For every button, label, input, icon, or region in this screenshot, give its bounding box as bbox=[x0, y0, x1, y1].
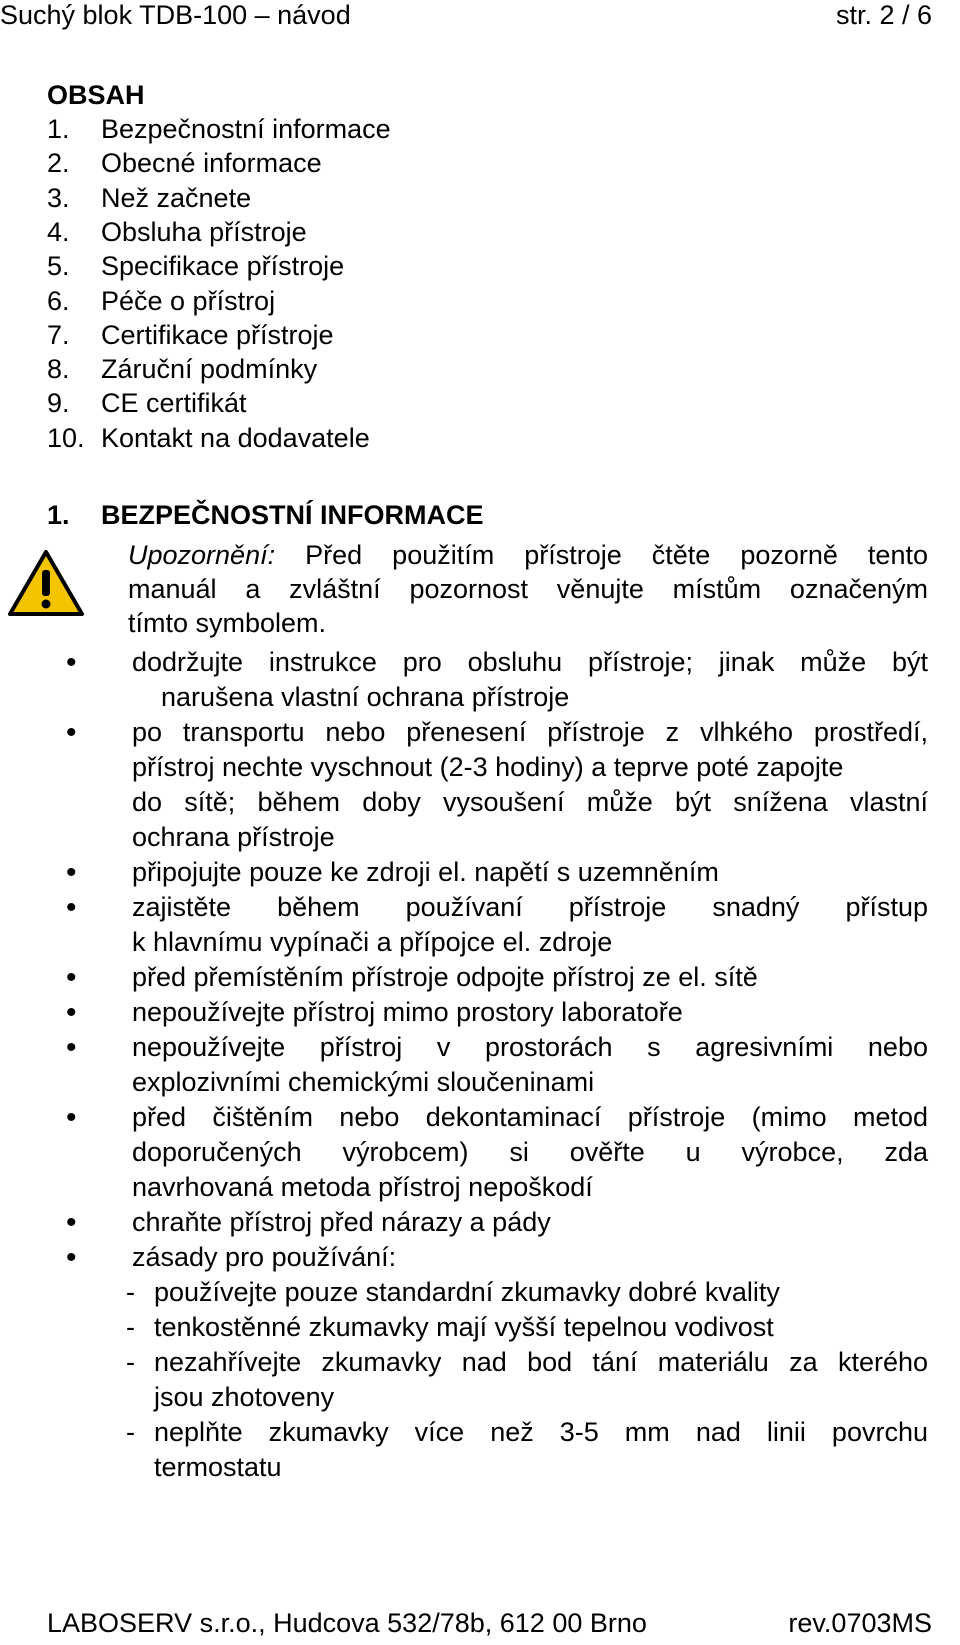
bullet-line: před přemístěním přístroje odpojte přístroj ze el. sítě bbox=[132, 962, 758, 992]
bullet-item bbox=[0, 960, 928, 995]
warning-text-1: Před použitím přístroje čtěte pozorně tento bbox=[305, 540, 928, 570]
toc-item-label: Záruční podmínky bbox=[101, 354, 318, 385]
warning-note bbox=[128, 538, 928, 640]
bullet-item bbox=[0, 1030, 928, 1100]
bullet-dot-icon: • bbox=[66, 646, 77, 679]
sub-item bbox=[0, 1275, 928, 1310]
bullet-item bbox=[0, 995, 928, 1030]
toc-item bbox=[47, 183, 251, 214]
toc-item-label: Obsluha přístroje bbox=[101, 216, 307, 247]
bullet-line: do sítě; během doby vysoušení může být snížena vlastní bbox=[132, 787, 928, 817]
toc-item-label: Péče o přístroj bbox=[101, 285, 276, 316]
toc-item-number: 7. bbox=[47, 319, 70, 350]
bullet-line: ochrana přístroje bbox=[132, 822, 335, 852]
bullet-dot-icon: • bbox=[66, 856, 77, 889]
warning-line-2: manuál a zvláštní pozornost věnujte místům označeným bbox=[128, 574, 928, 604]
bullet-item bbox=[0, 1100, 928, 1205]
toc-item bbox=[47, 148, 322, 179]
bullet-dot-icon: • bbox=[66, 1031, 77, 1064]
bullet-line: navrhovaná metoda přístroj nepoškodí bbox=[132, 1172, 593, 1202]
toc-item bbox=[47, 388, 247, 419]
toc-item bbox=[47, 354, 317, 385]
section-heading bbox=[47, 500, 484, 531]
bullet-dot-icon: • bbox=[66, 1101, 77, 1134]
sub-item bbox=[0, 1415, 928, 1485]
sub-item-dash: - bbox=[126, 1347, 135, 1377]
sub-item bbox=[0, 1345, 928, 1415]
toc-item bbox=[47, 320, 334, 351]
toc-item-number: 10. bbox=[47, 422, 85, 453]
toc-item-number: 4. bbox=[47, 216, 70, 247]
toc-item-number: 6. bbox=[47, 285, 70, 316]
footer-address: LABOSERV s.r.o., Hudcova 532/78b, 612 00 Brno bbox=[47, 1608, 647, 1638]
toc-item bbox=[47, 286, 275, 317]
toc-item-label: Obecné informace bbox=[101, 148, 322, 179]
bullet-line: dodržujte instrukce pro obsluhu přístroje; jinak může být bbox=[132, 647, 928, 677]
toc-item-number: 2. bbox=[47, 148, 70, 179]
bullet-line: připojujte pouze ke zdroji el. napětí s uzemněním bbox=[132, 857, 719, 887]
sub-item-line: jsou zhotoveny bbox=[154, 1382, 335, 1412]
section-title: BEZPEČNOSTNÍ INFORMACE bbox=[101, 500, 484, 530]
bullet-item bbox=[0, 645, 928, 715]
bullet-dot-icon: • bbox=[66, 996, 77, 1029]
bullet-line: k hlavnímu vypínači a přípojce el. zdroje bbox=[132, 927, 613, 957]
footer-revision: rev.0703MS bbox=[788, 1608, 932, 1638]
sub-item-dash: - bbox=[126, 1277, 135, 1307]
bullet-dot-icon: • bbox=[66, 961, 77, 994]
toc-item-number: 1. bbox=[47, 114, 70, 144]
warning-lead: Upozornění: bbox=[128, 540, 276, 570]
sub-item-line: tenkostěnné zkumavky mají vyšší tepelnou vodivost bbox=[154, 1312, 774, 1342]
toc-item-label: Bezpečnostní informace bbox=[101, 114, 391, 144]
sub-item bbox=[0, 1310, 928, 1345]
toc-item-label: Certifikace přístroje bbox=[101, 319, 334, 350]
bullet-item bbox=[0, 715, 928, 855]
header-page-number: str. 2 / 6 bbox=[835, 0, 932, 30]
bullet-item bbox=[0, 1205, 928, 1240]
bullet-item bbox=[0, 1240, 928, 1275]
bullet-line: explozivními chemickými sloučeninami bbox=[132, 1067, 595, 1097]
toc-item-label: Kontakt na dodavatele bbox=[101, 422, 370, 453]
bullet-item bbox=[0, 855, 928, 890]
bullet-line: chraňte přístroj před nárazy a pády bbox=[132, 1207, 551, 1237]
bullet-line: po transportu nebo přenesení přístroje z vlhkého prostředí, bbox=[132, 717, 928, 747]
toc-item-number: 5. bbox=[47, 251, 70, 282]
toc-item bbox=[47, 114, 391, 145]
bullet-line: nepoužívejte přístroj v prostorách s agresivními nebo bbox=[132, 1032, 928, 1062]
section-number: 1. bbox=[47, 500, 70, 530]
toc-item-number: 3. bbox=[47, 182, 70, 213]
bullet-line: před čištěním nebo dekontaminací přístroje (mimo metod bbox=[132, 1102, 928, 1132]
sub-item-line: nezahřívejte zkumavky nad bod tání materiálu za kterého bbox=[154, 1347, 928, 1377]
warning-triangle-icon bbox=[6, 548, 86, 618]
bullet-dot-icon: • bbox=[66, 716, 77, 749]
sub-item-dash: - bbox=[126, 1417, 135, 1447]
bullet-line: zajistěte během používaní přístroje snadný přístup bbox=[132, 892, 928, 922]
safety-bullet-list bbox=[0, 645, 960, 1485]
toc-item bbox=[47, 251, 344, 282]
toc-heading: OBSAH bbox=[47, 80, 145, 110]
bullet-dot-icon: • bbox=[66, 1241, 77, 1274]
bullet-line: narušena vlastní ochrana přístroje bbox=[161, 682, 570, 712]
bullet-dot-icon: • bbox=[66, 891, 77, 924]
bullet-dot-icon: • bbox=[66, 1206, 77, 1239]
sub-item-line: používejte pouze standardní zkumavky dobré kvality bbox=[154, 1277, 780, 1307]
toc-item bbox=[47, 423, 370, 454]
toc-item-label: Specifikace přístroje bbox=[101, 251, 345, 282]
warning-line-3: tímto symbolem. bbox=[128, 608, 327, 638]
bullet-line: přístroj nechte vyschnout (2-3 hodiny) a teprve poté zapojte bbox=[132, 752, 844, 782]
sub-item-line: termostatu bbox=[154, 1452, 282, 1482]
toc-item-number: 8. bbox=[47, 354, 70, 385]
sub-item-dash: - bbox=[126, 1312, 135, 1342]
bullet-line: zásady pro používání: bbox=[132, 1242, 397, 1272]
warning-line-1 bbox=[128, 538, 928, 572]
toc-item bbox=[47, 217, 307, 248]
bullet-item bbox=[0, 890, 928, 960]
sub-item-line: neplňte zkumavky více než 3-5 mm nad linii povrchu bbox=[154, 1417, 928, 1447]
toc-item-number: 9. bbox=[47, 388, 70, 419]
bullet-line: nepoužívejte přístroj mimo prostory laboratoře bbox=[132, 997, 683, 1027]
header-title: Suchý blok TDB-100 – návod bbox=[0, 0, 351, 30]
toc-item-label: Než začnete bbox=[101, 182, 252, 213]
bullet-line: doporučených výrobcem) si ověřte u výrobce, zda bbox=[132, 1137, 928, 1167]
toc-item-label: CE certifikát bbox=[101, 388, 247, 419]
